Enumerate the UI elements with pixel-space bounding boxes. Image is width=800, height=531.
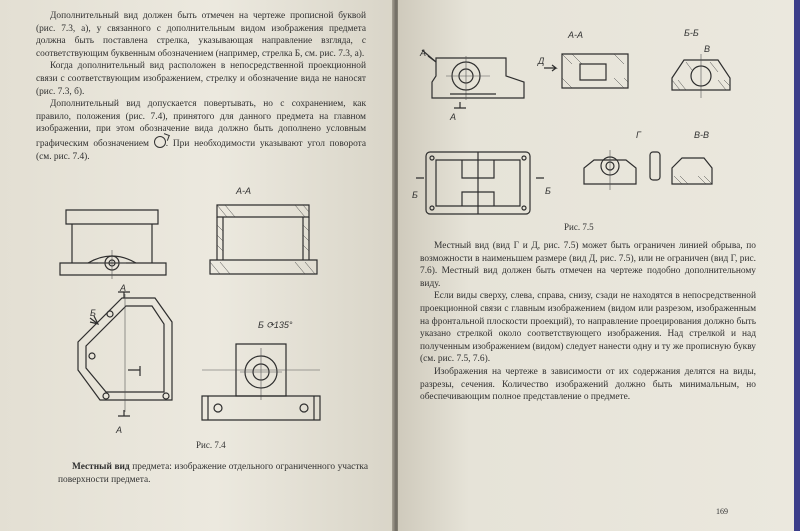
figure-7-4-rotated-view [196,340,326,435]
left-arrow-label-b: Б [90,308,96,318]
left-text-block [36,10,366,163]
right-page [398,0,794,531]
right-arrow-label-a: А [420,48,427,58]
left-paragraph-2: Когда дополнительный вид расположен в непосредственной проекционной связи с соответствующим изображением, стрелку и обозначение вида не наносят (рис. 7.3, б). [36,61,366,97]
right-label-bb-top: Б-Б [684,28,699,38]
right-label-aa: А-А [568,30,584,40]
figure-7-5-view-g [580,146,715,191]
figure-7-5-top-view [418,148,538,218]
right-arrow-label-b-left: Б [412,190,418,200]
right-marker-a: А [450,112,457,122]
right-arrow-label-v: В [704,44,711,54]
right-label-view-g: Г [636,130,641,140]
right-paragraph-1: Местный вид (вид Г и Д, рис. 7.5) может быть ограничен линией обрыва, по возможности в наименьшем размере (вид Д, рис. 7.5), или не ограничен (вид Г, рис. 7.6). Местный вид должен быть отмечен на чертеже подобно дополнительному виду. [420,241,756,289]
figure-7-5-caption: Рис. 7.5 [564,222,594,232]
left-paragraph-1: Дополнительный вид должен быть отмечен на чертеже прописной буквой (рис. 7.3, а), у связанного с дополнительным видом изображения предмета должна быть поставлена стрелка, указывающая направление взгляда, с соответствующим буквенным обозначением (например, стрелка Б, см. рис. 7.3, а). [36,11,366,59]
figure-7-4-top-view [70,292,200,422]
figure-7-4-section-aa [205,200,320,285]
right-text-block [420,240,756,404]
term-definition: предмета: изображение отдельного ограниченного участка поверхности предмета. [58,462,368,485]
right-paragraph-2: Если виды сверху, слева, справа, снизу, сзади не находятся в непосредственной проекционной связи с главным изображением (видом или разрезом, изображенным на фронтальной плоскости проекций), то направление проецирования должно быть указано стрелкой около соответствующего изображения. Над стрелкой и над полученным изображением (видом) следует нанести одну и ту же прописную букву (см. рис. 7.5, 7.6). [420,291,756,365]
left-page [0,0,394,531]
left-arrow-label-a-bottom: А [116,425,123,435]
left-bottom-definition [58,461,368,486]
left-label-aa: А-А [236,186,252,196]
figure-7-5-section-aa [544,48,639,98]
left-paragraph-3-text: Дополнительный вид допускается повертывать, но с сохранением, как правило, положения (рис. 7.4), принятого для данного предмета на главном изображении, при этом обозначение вида должно быть дополнено условным графическим обозначением [36,99,366,149]
left-paragraph-3-tail: . При необходимости указывают угол поворота (см. рис. 7.4). [36,138,367,162]
right-label-vv: В-В [694,130,710,140]
rotation-symbol-icon [154,136,166,148]
right-arrow-label-d: Д [538,56,545,66]
right-arrow-label-b-right: Б [545,186,551,196]
term-local-view: Местный вид [72,462,130,472]
page-number: 169 [716,507,728,516]
left-label-rotated-view: Б ⟳135° [258,320,293,330]
left-arrow-label-a-top: А [120,283,127,293]
left-paragraph-3 [36,98,366,163]
figure-7-5-section-bb [666,50,741,105]
figure-7-4-caption: Рис. 7.4 [196,440,226,450]
figure-7-5-front-view [426,48,531,123]
figure-7-4-front-view [58,205,168,290]
right-paragraph-3: Изображения на чертеже в зависимости от их содержания делятся на виды, разрезы, сечения. Количество изображений должно быть минимальным, но обеспечивающим полное представление о предмете. [420,366,756,403]
